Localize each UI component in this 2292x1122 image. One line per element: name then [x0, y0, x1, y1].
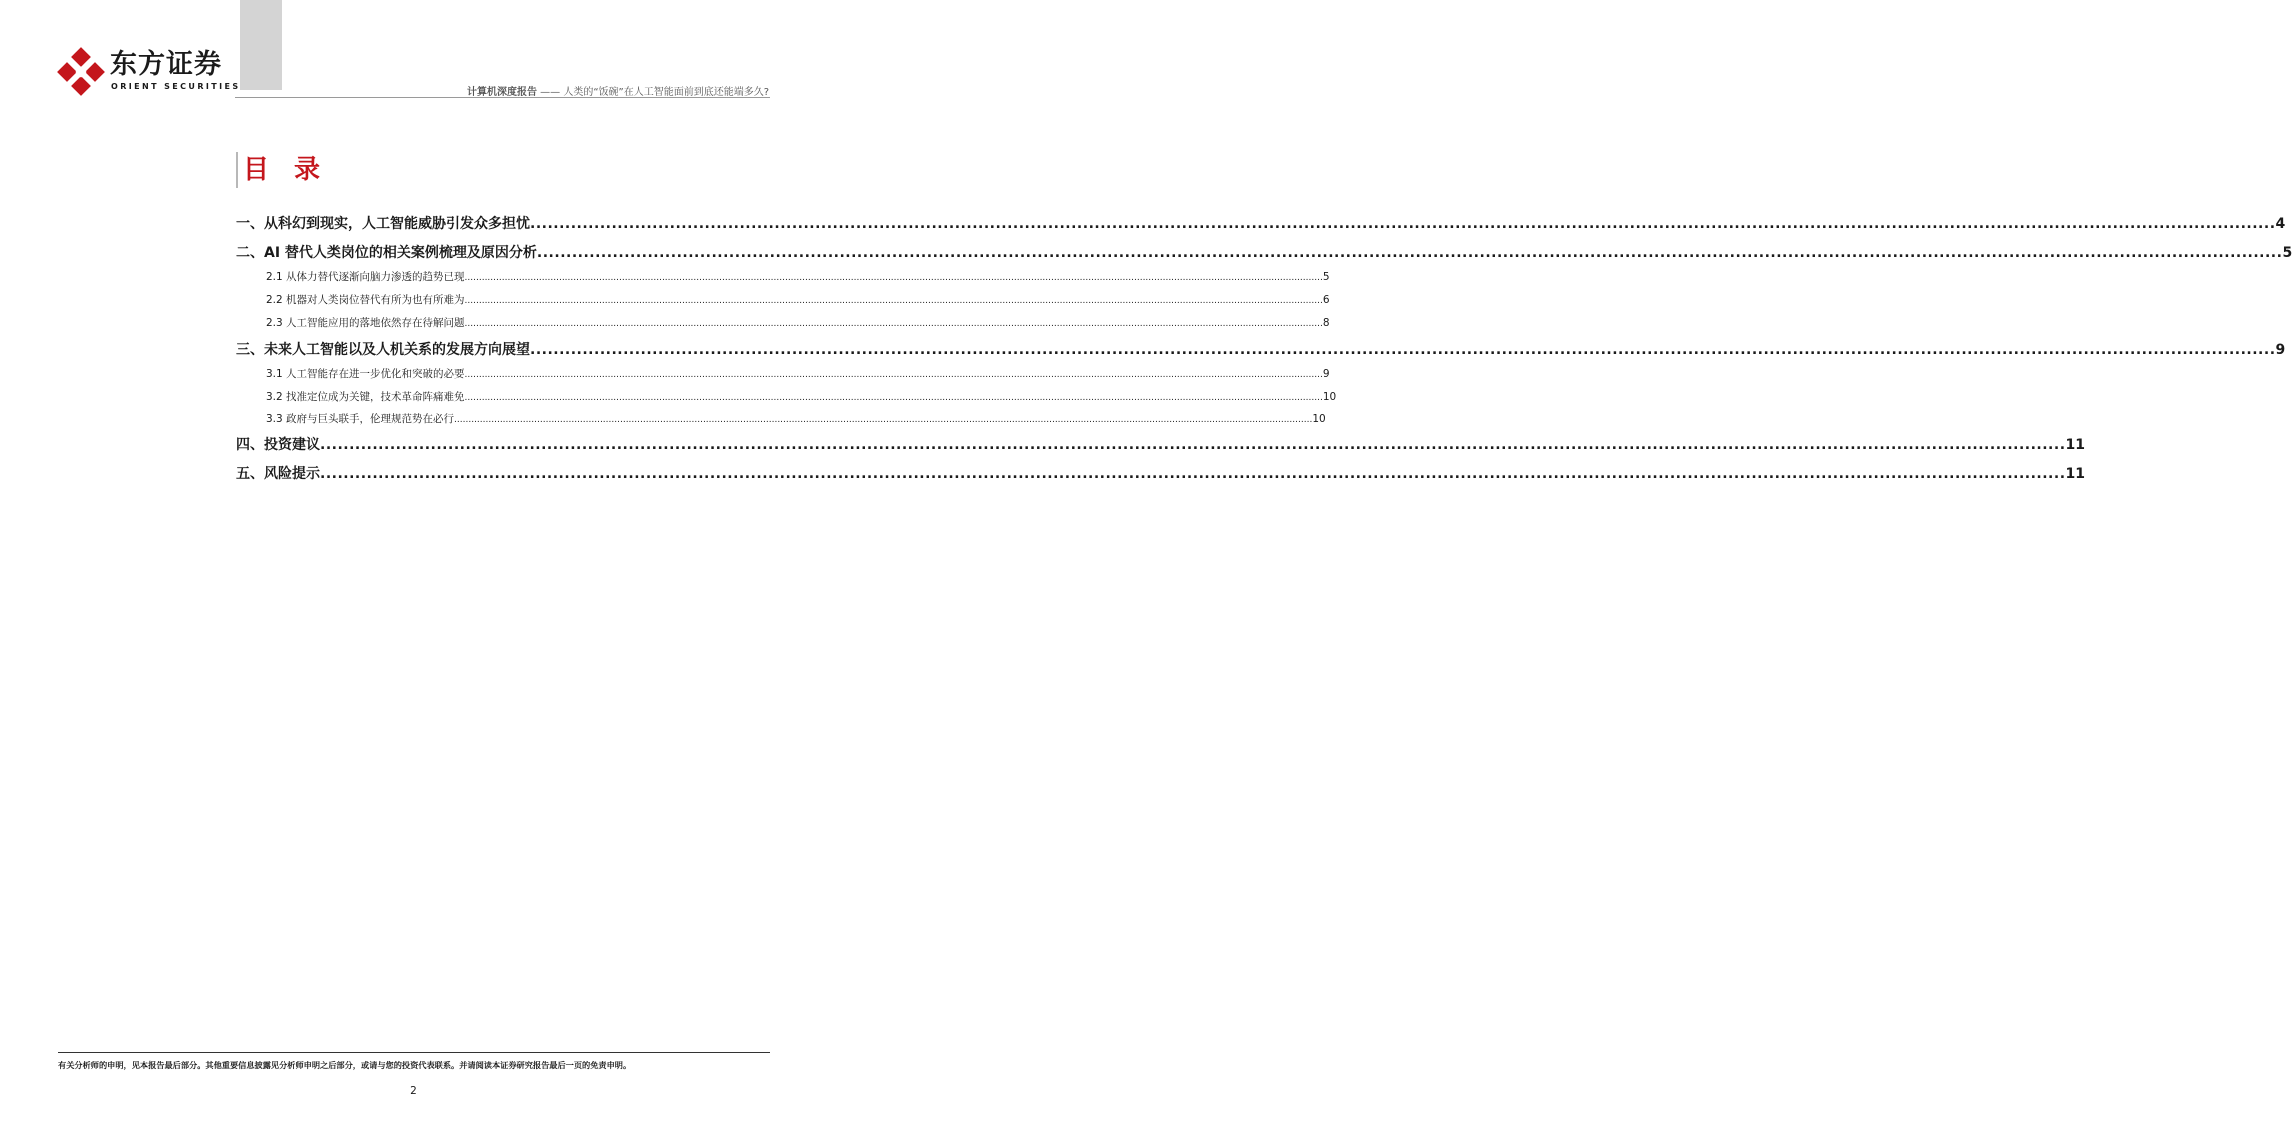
toc-entry-label: 五、风险提示 — [236, 466, 320, 482]
toc-entry-page: 5 — [2282, 245, 2292, 261]
toc-dot-leader: ............................................................................................................................................................................................................................................................................................................ — [530, 342, 2276, 358]
toc-entry-chapter[interactable] — [236, 242, 2292, 262]
report-type: 计算机深度报告 — [466, 87, 537, 98]
toc-entry-section[interactable] — [236, 269, 1330, 284]
toc-entry-section[interactable] — [236, 315, 1330, 330]
header-separator: —— — [536, 87, 564, 98]
toc-entry-label: 2.2 机器对人类岗位替代有所为也有所难为 — [266, 294, 465, 306]
toc-entry-page: 4 — [2275, 216, 2286, 232]
toc-entry-page: 10 — [1322, 391, 1337, 403]
toc-dot-leader: ............................................................................................................................................................................................................................................................................................................ — [464, 319, 1323, 329]
toc-entry-label: 3.3 政府与巨头联手，伦理规范势在必行 — [266, 413, 455, 425]
toc-entry-chapter[interactable] — [236, 339, 2286, 359]
logo-english-name: ORIENT SECURITIES — [111, 82, 241, 91]
toc-entry-label: 2.3 人工智能应用的落地依然存在待解问题 — [266, 317, 465, 329]
toc-entry-page: 5 — [1322, 271, 1330, 283]
toc-entry-page: 11 — [2065, 437, 2085, 453]
toc-entry-chapter[interactable] — [236, 213, 2286, 233]
report-title: 人类的“饭碗”在人工智能面前到底还能端多久? — [563, 87, 769, 98]
toc-entry-label: 3.2 找准定位成为关键，技术革命阵痛难免 — [266, 391, 465, 403]
logo-chinese-name: 东方证券 — [110, 49, 222, 80]
toc-entry-label: 2.1 从体力替代逐渐向脑力渗透的趋势已现 — [266, 271, 465, 283]
toc-title-bar — [236, 152, 238, 188]
toc-entry-page: 10 — [1312, 413, 1326, 425]
toc-dot-leader: ............................................................................................................................................................................................................................................................................................................ — [536, 245, 2283, 261]
toc-entry-section[interactable] — [236, 292, 1330, 307]
header-rule — [235, 97, 770, 98]
page-number: 2 — [410, 1085, 417, 1097]
toc-entry-section[interactable] — [236, 389, 1337, 404]
toc-entry-section[interactable] — [236, 411, 1326, 426]
toc-dot-leader: ............................................................................................................................................................................................................................................................................................................ — [530, 216, 2276, 232]
toc-entry-label: 四、投资建议 — [236, 437, 320, 453]
toc-entry-page: 9 — [2275, 342, 2286, 358]
toc-dot-leader: ............................................................................................................................................................................................................................................................................................................ — [464, 370, 1323, 380]
toc-dot-leader: ............................................................................................................................................................................................................................................................................................................ — [320, 437, 2066, 453]
toc-entry-section[interactable] — [236, 366, 1330, 381]
toc-dot-leader: ............................................................................................................................................................................................................................................................................................................ — [464, 393, 1323, 403]
toc-dot-leader: ............................................................................................................................................................................................................................................................................................................ — [464, 273, 1323, 283]
toc-entry-label: 一、从科幻到现实，人工智能威胁引发众多担忧 — [236, 216, 530, 232]
toc-entry-label: 二、AI 替代人类岗位的相关案例梳理及原因分析 — [236, 245, 537, 261]
toc-entry-label: 3.1 人工智能存在进一步优化和突破的必要 — [266, 368, 465, 380]
toc-entry-chapter[interactable] — [236, 463, 2085, 483]
toc-dot-leader: ............................................................................................................................................................................................................................................................................................................ — [454, 415, 1313, 425]
toc-entry-page: 11 — [2065, 466, 2085, 482]
toc-dot-leader: ............................................................................................................................................................................................................................................................................................................ — [464, 296, 1323, 306]
toc-title: 目 录 — [243, 155, 329, 185]
footer-rule — [58, 1052, 770, 1053]
toc-entry-label: 三、未来人工智能以及人机关系的发展方向展望 — [236, 342, 530, 358]
toc-entry-page: 9 — [1322, 368, 1330, 380]
footer-disclaimer: 有关分析师的申明，见本报告最后部分。其他重要信息披露见分析师申明之后部分，或请与您的投资代表联系。并请阅读本证券研究报告最后一页的免责申明。 — [58, 1060, 632, 1070]
running-header — [467, 83, 769, 98]
toc-entry-chapter[interactable] — [236, 434, 2085, 454]
toc-dot-leader: ............................................................................................................................................................................................................................................................................................................ — [320, 466, 2066, 482]
orient-logo-icon — [58, 48, 106, 96]
toc-entry-page: 6 — [1322, 294, 1330, 306]
toc-entry-page: 8 — [1322, 317, 1330, 329]
